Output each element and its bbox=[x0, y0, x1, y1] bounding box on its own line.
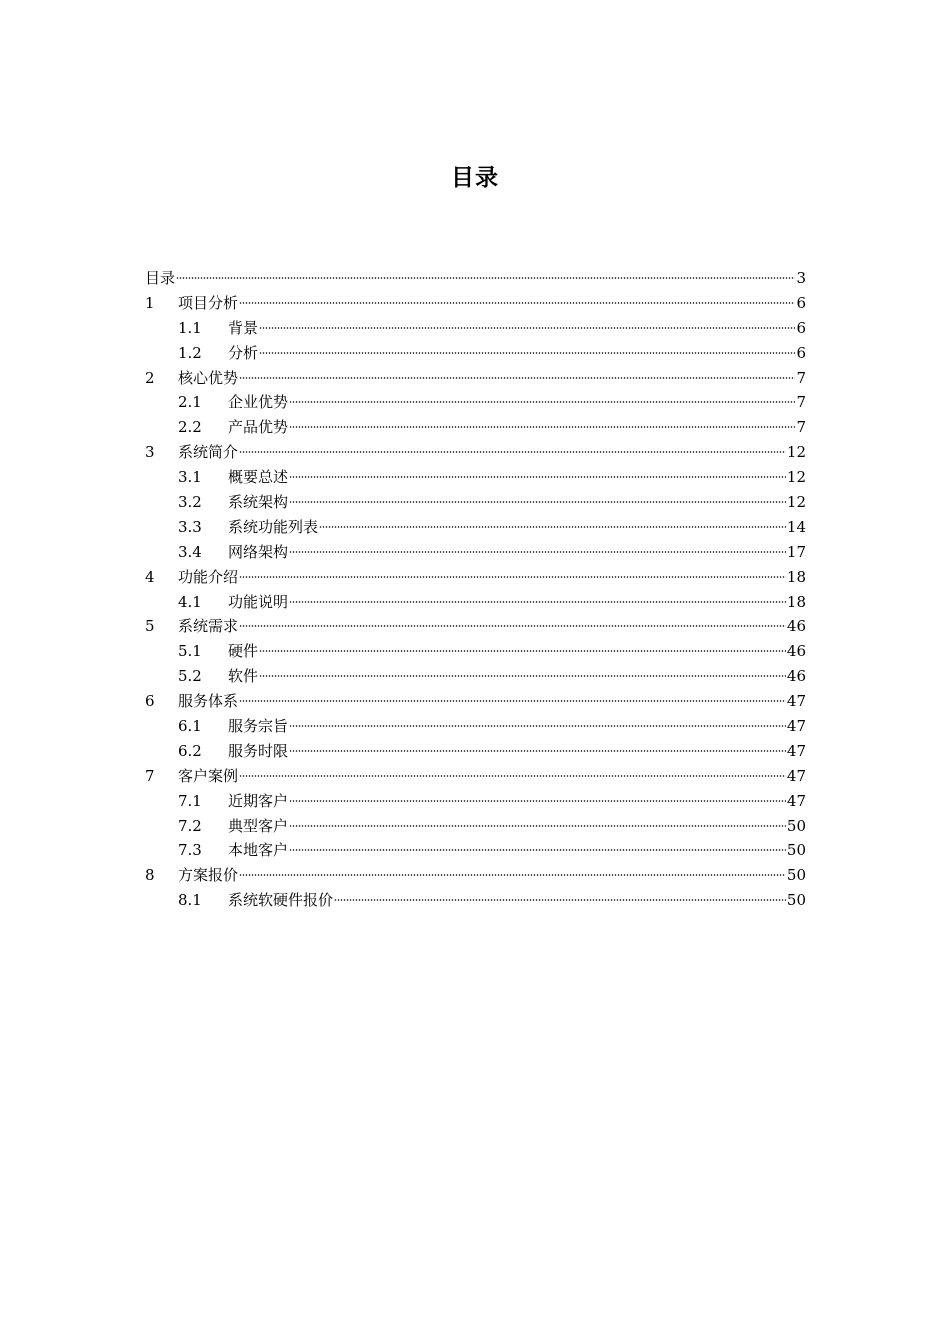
toc-entry-number: 8 bbox=[145, 866, 155, 885]
dot-leader bbox=[289, 400, 795, 404]
dot-leader bbox=[259, 649, 786, 653]
toc-entry-number: 7.1 bbox=[178, 791, 202, 810]
dot-leader bbox=[259, 674, 786, 678]
dot-leader bbox=[176, 276, 795, 280]
toc-entry[interactable] bbox=[145, 366, 806, 391]
toc-entry-page: 12 bbox=[786, 468, 806, 487]
dot-leader bbox=[289, 824, 786, 828]
dot-leader bbox=[289, 550, 786, 554]
toc-entry[interactable] bbox=[145, 390, 806, 415]
dot-leader bbox=[289, 425, 795, 429]
toc-entry-number: 1.2 bbox=[178, 343, 202, 362]
toc-entry-title: 服务体系 bbox=[178, 692, 239, 711]
toc-entry[interactable] bbox=[145, 639, 806, 664]
dot-leader bbox=[239, 301, 795, 305]
toc-entry[interactable] bbox=[145, 415, 806, 440]
toc-entry-page: 6 bbox=[796, 318, 806, 337]
toc-entry-page: 17 bbox=[786, 542, 806, 561]
toc-entry-page: 12 bbox=[786, 443, 806, 462]
toc-entry-title: 企业优势 bbox=[228, 393, 289, 412]
toc-entry-page: 50 bbox=[786, 816, 806, 835]
toc-entry-title: 目录 bbox=[145, 269, 176, 287]
toc-entry[interactable] bbox=[145, 714, 806, 739]
toc-entry[interactable] bbox=[145, 465, 806, 490]
dot-leader bbox=[289, 600, 786, 604]
toc-entry-number: 1 bbox=[145, 293, 155, 312]
toc-entry-title: 背景 bbox=[228, 318, 259, 337]
toc-entry-number: 3.4 bbox=[178, 542, 202, 561]
toc-entry-page: 12 bbox=[786, 493, 806, 512]
toc-entry[interactable] bbox=[145, 739, 806, 764]
dot-leader bbox=[239, 624, 786, 628]
toc-entry-title: 网络架构 bbox=[228, 542, 289, 561]
toc-entry-number: 1.1 bbox=[178, 318, 202, 337]
toc-entry[interactable] bbox=[145, 614, 806, 639]
toc-entry-number: 8.1 bbox=[178, 891, 202, 910]
toc-entry[interactable] bbox=[145, 291, 806, 316]
toc-entry[interactable] bbox=[145, 789, 806, 814]
dot-leader bbox=[239, 376, 795, 380]
toc-entry-page: 47 bbox=[786, 766, 806, 785]
toc-entry[interactable] bbox=[145, 565, 806, 590]
toc-entry[interactable] bbox=[145, 440, 806, 465]
dot-leader bbox=[239, 450, 786, 454]
toc-entry-title: 概要总述 bbox=[228, 468, 289, 487]
toc-entry-number: 6.2 bbox=[178, 741, 202, 760]
dot-leader bbox=[289, 799, 786, 803]
toc-entry-page: 14 bbox=[786, 517, 806, 536]
dot-leader bbox=[289, 749, 786, 753]
toc-entry[interactable] bbox=[145, 266, 806, 291]
toc-entry-page: 18 bbox=[786, 592, 806, 611]
toc-entry-page: 47 bbox=[786, 791, 806, 810]
toc-entry-number: 2.1 bbox=[178, 393, 202, 412]
dot-leader bbox=[289, 475, 786, 479]
toc-entry[interactable] bbox=[145, 664, 806, 689]
toc-entry-title: 分析 bbox=[228, 343, 259, 362]
dot-leader bbox=[239, 699, 786, 703]
dot-leader bbox=[239, 575, 786, 579]
toc-entry-number: 4 bbox=[145, 567, 155, 586]
toc-entry-number: 7.3 bbox=[178, 841, 202, 860]
toc-entry-page: 3 bbox=[796, 269, 806, 287]
toc-entry-title: 本地客户 bbox=[228, 841, 289, 860]
toc-entry-page: 50 bbox=[786, 841, 806, 860]
toc-entry-title: 方案报价 bbox=[178, 866, 239, 885]
toc-entry[interactable] bbox=[145, 590, 806, 615]
dot-leader bbox=[259, 351, 795, 355]
dot-leader bbox=[289, 724, 786, 728]
toc-entry-number: 5 bbox=[145, 617, 155, 636]
toc-entry-page: 47 bbox=[786, 741, 806, 760]
toc-entry-title: 服务时限 bbox=[228, 741, 289, 760]
dot-leader bbox=[319, 525, 786, 529]
toc-entry-title: 客户案例 bbox=[178, 766, 239, 785]
toc-entry-page: 46 bbox=[786, 642, 806, 661]
toc-entry-page: 6 bbox=[796, 293, 806, 312]
toc-entry-number: 5.2 bbox=[178, 667, 202, 686]
toc-entry[interactable] bbox=[145, 341, 806, 366]
page-title: 目录 bbox=[451, 165, 499, 191]
toc-entry[interactable] bbox=[145, 863, 806, 888]
toc-entry-title: 核心优势 bbox=[178, 368, 239, 387]
toc-entry[interactable] bbox=[145, 689, 806, 714]
toc-entry[interactable] bbox=[145, 838, 806, 863]
toc-entry-page: 7 bbox=[796, 368, 806, 387]
toc-entry-title: 功能说明 bbox=[228, 592, 289, 611]
toc-entry-page: 7 bbox=[796, 393, 806, 412]
toc-entry-number: 4.1 bbox=[178, 592, 202, 611]
toc-entry-title: 硬件 bbox=[228, 642, 259, 661]
toc-entry-title: 系统软硬件报价 bbox=[228, 891, 334, 910]
toc-entry-page: 6 bbox=[796, 343, 806, 362]
dot-leader bbox=[334, 898, 786, 902]
toc-entry-title: 服务宗旨 bbox=[228, 717, 289, 736]
toc-entry-page: 7 bbox=[796, 418, 806, 437]
toc-entry-number: 6 bbox=[145, 692, 155, 711]
toc-entry-title: 产品优势 bbox=[228, 418, 289, 437]
toc-entry-title: 近期客户 bbox=[228, 791, 289, 810]
toc-entry-number: 6.1 bbox=[178, 717, 202, 736]
toc-entry-page: 46 bbox=[786, 617, 806, 636]
toc-entry-title: 系统架构 bbox=[228, 493, 289, 512]
dot-leader bbox=[289, 500, 786, 504]
toc-entry-number: 3 bbox=[145, 443, 155, 462]
toc-entry[interactable] bbox=[145, 888, 806, 913]
toc-entry-title: 系统简介 bbox=[178, 443, 239, 462]
toc-entry-title: 系统功能列表 bbox=[228, 517, 319, 536]
toc-entry[interactable] bbox=[145, 490, 806, 515]
toc-entry-number: 2 bbox=[145, 368, 155, 387]
toc-entry-number: 3.1 bbox=[178, 468, 202, 487]
toc-entry-number: 7 bbox=[145, 766, 155, 785]
dot-leader bbox=[239, 873, 786, 877]
toc-entry-title: 项目分析 bbox=[178, 293, 239, 312]
toc-entry-number: 3.3 bbox=[178, 517, 202, 536]
toc-entry-number: 3.2 bbox=[178, 493, 202, 512]
toc-entry-title: 软件 bbox=[228, 667, 259, 686]
toc-entry[interactable] bbox=[145, 540, 806, 565]
toc-entry-page: 47 bbox=[786, 692, 806, 711]
toc-entry-title: 功能介绍 bbox=[178, 567, 239, 586]
dot-leader bbox=[239, 774, 786, 778]
dot-leader bbox=[289, 848, 786, 852]
dot-leader bbox=[259, 326, 795, 330]
toc-entry-title: 系统需求 bbox=[178, 617, 239, 636]
toc-entry-page: 46 bbox=[786, 667, 806, 686]
toc-entry-page: 50 bbox=[786, 866, 806, 885]
toc-entry-number: 5.1 bbox=[178, 642, 202, 661]
toc-entry-title: 典型客户 bbox=[228, 816, 289, 835]
toc-entry[interactable] bbox=[145, 764, 806, 789]
toc-entry-number: 7.2 bbox=[178, 816, 202, 835]
toc-entry[interactable] bbox=[145, 515, 806, 540]
toc-entry[interactable] bbox=[145, 814, 806, 839]
table-of-contents bbox=[145, 266, 806, 913]
toc-entry[interactable] bbox=[145, 316, 806, 341]
toc-entry-number: 2.2 bbox=[178, 418, 202, 437]
toc-entry-page: 18 bbox=[786, 567, 806, 586]
toc-entry-page: 50 bbox=[786, 891, 806, 910]
toc-entry-page: 47 bbox=[786, 717, 806, 736]
